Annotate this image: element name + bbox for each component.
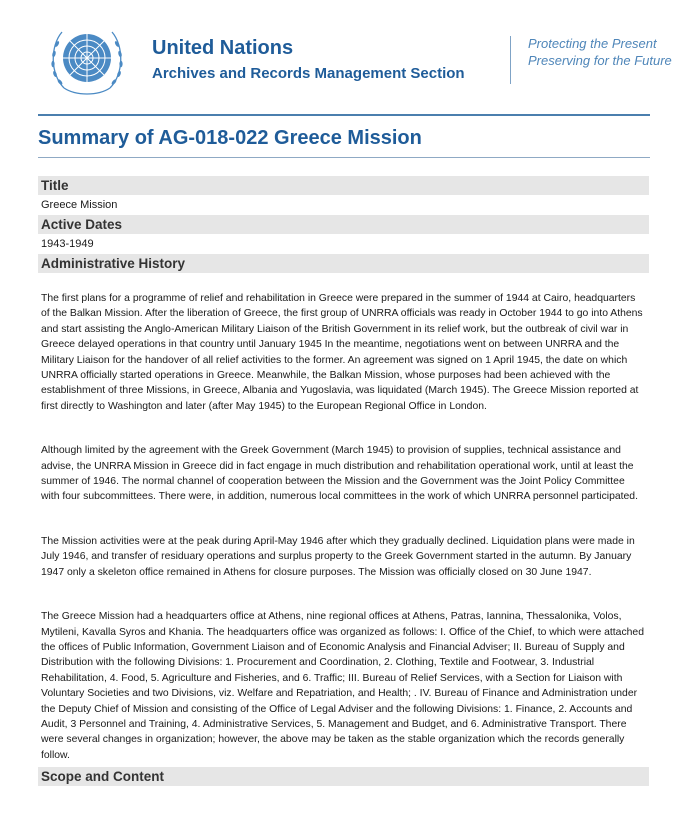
summary-content: [38, 176, 649, 786]
tagline-line-2: Preserving for the Future: [528, 53, 672, 68]
active-dates-value: 1943-1949: [41, 238, 94, 250]
org-name: United Nations: [152, 37, 294, 59]
un-emblem-icon: [46, 24, 128, 96]
section-heading-active-dates: Active Dates: [38, 215, 649, 234]
section-heading-scope-and-content: Scope and Content: [38, 767, 649, 786]
page-header: [0, 0, 695, 115]
header-divider: [510, 36, 511, 84]
history-paragraph: The Mission activities were at the peak during April-May 1946 after which they gradually declined. Liquidation plans were made in July 1946, and transfer of residuary operations and surplus property to the Greek Government started in the autumn. By January 1947 only a skeleton office remained in Athens for closure purposes. The Mission was officially closed on 30 June 1947.: [41, 535, 635, 578]
history-paragraph: Although limited by the agreement with the Greek Government (March 1945) to provision of supplies, technical assistance and advise, the UNRRA Mission in Greece did in fact engage in much distribution and rehabilitation operational work, until at least the summer of 1946. The normal channel of cooperation between the Mission and the Government was the Joint Policy Committee with four subcommittees. There were, in addition, numerous local committees in the work of which UNRRA personnel participated.: [41, 445, 638, 503]
header-rule: [38, 114, 650, 116]
org-subtitle: Archives and Records Management Section: [152, 65, 465, 82]
page-title: Summary of AG-018-022 Greece Mission: [38, 127, 422, 149]
title-rule: [38, 157, 650, 158]
title-value: Greece Mission: [41, 199, 118, 211]
section-heading-administrative-history: Administrative History: [38, 254, 649, 273]
tagline-line-1: Protecting the Present: [528, 36, 657, 51]
section-heading-title: Title: [38, 176, 649, 195]
history-paragraph: The first plans for a programme of relief and rehabilitation in Greece were prepared in the summer of 1944 at Cairo, headquarters of the Balkan Mission. After the liberation of Greece, the first group of UNRRA officials was ready in October 1944 to go into Athens and start assisting the Anglo-American Military Liaison of the British Government in its relief work, but the outbreak of civil war in Greece delayed operations in that country until January 1945 In the meantime, negotiations went on between UNRRA and the Military Liaison for the handover of all relief activities to the former. An agreement was signed on 1 April 1945, the date on which UNRRA officially started operations in Greece. Meanwhile, the Balkan Mission, whose purposes had been achieved with the establishment of three Missions, in Greece, Albania and Yugoslavia, was liquidated (March 1945). The Greece Mission reported at first directly to Washington and later (after May 1945) to the European Regional Office in London.: [41, 293, 643, 412]
history-paragraph: The Greece Mission had a headquarters office at Athens, nine regional offices at Athens, Patras, Iannina, Thessalonika, Volos, Mytileni, Kavalla Syros and Khania. The headquarters office was organized as follows: I. Office of the Chief, to which were attached the offices of Public Information, Government Liaison and of Economic Analysis and Financial Adviser; II. Bureau of Supply and Distribution with the following Divisions: 1. Procurement and Coordination, 2. Clothing, Textile and Footwear, 3. Industrial Rehabilitation, 4. Food, 5. Agriculture and Fisheries, and 6. Traffic; III. Bureau of Relief Services, with a Section for Liaison with Voluntary Societies and two Divisions, viz. Welfare and Repatriation, and Health; . IV. Bureau of Finance and Administration under the Deputy Chief of Mission and consisting of the Office of Legal Adviser and the following Divisions: 1. Finance, 2. Accounts and Audit, 3 Personnel and Training, 4. Administrative Services, 5. Management and Budget, and 6. Administrative Transport. There were several changes in organization; however, the above may be taken as the stable organization which the records generally follow.: [41, 611, 644, 761]
